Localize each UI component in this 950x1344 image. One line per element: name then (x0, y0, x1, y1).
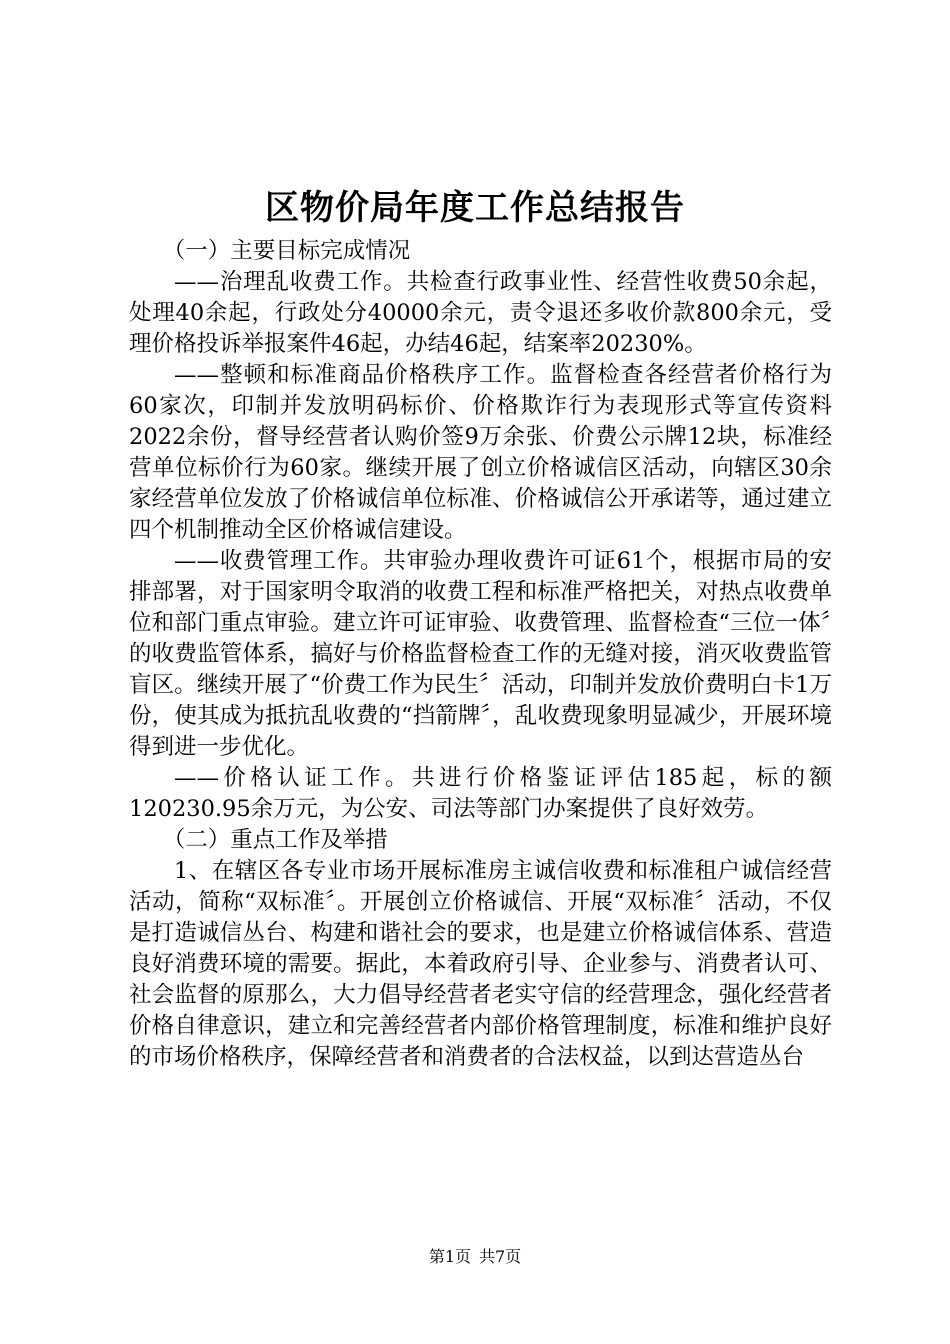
section-heading-1: （一）主要目标完成情况 (162, 238, 411, 264)
paragraph-fee-control: ——治理乱收费工作。共检查行政事业性、经营性收费50余起，处理40余起，行政处分40000余元，责令退还多收价款800余元，受理价格投诉举报案件46起，办结46起，结案率20230%。 (129, 269, 832, 357)
section-heading-2: （二）重点工作及举措 (162, 827, 388, 853)
document-title: 区物价局年度工作总结报告 (265, 188, 685, 228)
page-footer (0, 1246, 950, 1268)
paragraph-price-order: ——整顿和标准商品价格秩序工作。监督检查各经营者价格行为60家次，印制并发放明码标价、价格欺诈行为表现形式等宣传资料2022余份，督导经营者认购价签9万余张、价费公示牌12块，标准经营单位标价行为60家。继续开展了创立价格诚信区活动，向辖区30余家经营单位发放了价格诚信单位标准、价格诚信公开承诺等，通过建立四个机制推动全区价格诚信建设。 (129, 362, 832, 543)
page-total: 共7页 (479, 1247, 522, 1266)
paragraph-fee-management: ——收费管理工作。共审验办理收费许可证61个，根据市局的安排部署，对于国家明令取消的收费工程和标准严格把关，对热点收费单位和部门重点审验。建立许可证审验、收费管理、监督检查“三位一体〞的收费监管体系，搞好与价格监督检查工作的无缝对接，消灭收费监管盲区。继续开展了“价费工作为民生〞活动，印制并发放价费明白卡1万份，使其成为抵抗乱收费的“挡箭牌〞，乱收费现象明显减少，开展环境得到进一步优化。 (129, 548, 832, 760)
paragraph-price-certification: ——价格认证工作。共进行价格鉴证评估185起，标的额120230.95余万元，为公安、司法等部门办案提供了良好效劳。 (129, 765, 832, 822)
paragraph-double-standard: 1、在辖区各专业市场开展标准房主诚信收费和标准租户诚信经营活动，简称“双标准〞。开展创立价格诚信、开展“双标准〞活动，不仅是打造诚信丛台、构建和谐社会的要求，也是建立价格诚信体系、营造良好消费环境的需要。据此，本着政府引导、企业参与、消费者认可、社会监督的原那么，大力倡导经营者老实守信的经营理念，强化经营者价格自律意识，建立和完善经营者内部价格管理制度，标准和维护良好的市场价格秩序，保障经营者和消费者的合法权益，以到达营造丛台 (129, 858, 832, 1070)
document-body (129, 236, 832, 1073)
page-number: 第1页 (428, 1247, 471, 1266)
